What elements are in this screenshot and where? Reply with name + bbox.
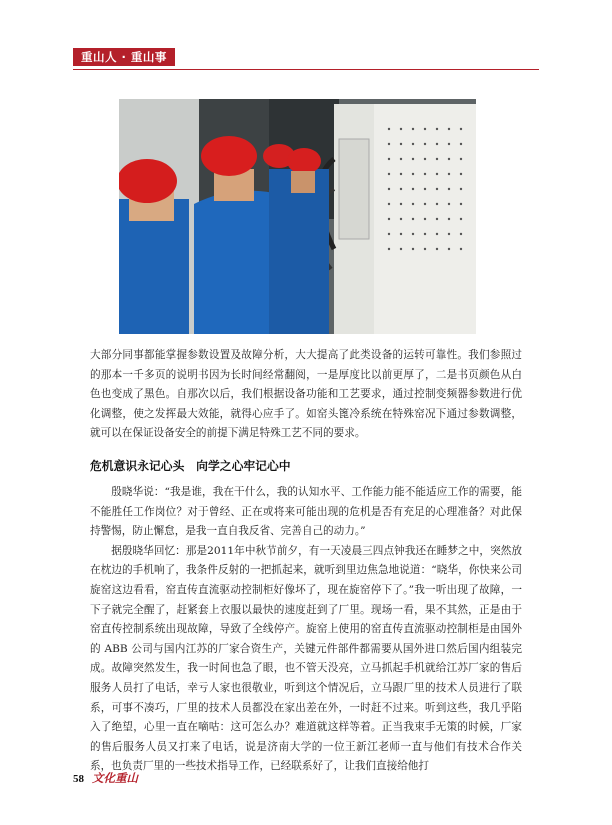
workers-photo (119, 99, 476, 334)
header-rule (73, 69, 539, 70)
article-body (90, 483, 522, 777)
section-tag: 重山人 · 重山事 (73, 48, 175, 66)
paragraph-1-text: 大部分同事都能掌握参数设置及故障分析，大大提高了此类设备的运转可靠性。我们参照过的那本一千多页的说明书因为长时间经常翻阅，一是厚度比以前更厚了，二是书页颜色从白色也变成了黑色。自那次以后，我们根据设备功能和工艺要求，通过控制变频器参数进行优化调整，使之发挥最大效能，就得心应手了。如窑头篦冷系统在特殊窑况下通过参数调整，就可以在保证设备安全的前提下满足特殊工艺不同的要求。 (90, 349, 522, 440)
magazine-brand-logo: 文化重山 (92, 771, 138, 785)
paragraph-3: 据殷晓华回忆：那是2011年中秋节前夕，有一天凌晨三四点钟我还在睡梦之中，突然放在枕边的手机响了，我条件反射的一把抓起来，就听到里边焦急地说道：“晓华，你快来公司旋窑这边看看，窑直传直流驱动控制柜好像坏了，现在旋窑停下了。”我一听出现了故障，一下子就完全醒了，赶紧套上衣服以最快的速度赶到了厂里。现场一看，果不其然，正是由于窑直传控制系统出现故障，导致了全线停产。旋窑上使用的窑直传直流驱动控制柜是由国外的 ABB 公司与国内江苏的厂家合资生产，关键元件部件都需要从国外进口然后国内组装完成。故障突然发生，我一时间也急了眼，也不管天没亮，立马抓起手机就给江苏厂家的售后服务人员打了电话，幸亏人家也很敬业，听到这个情况后，立马跟厂里的技术人员进行了联系，可事不凑巧，厂里的技术人员都没在家出差在外，一时赶不过来。听到这些，我几乎陷入了绝望，心里一直在嘀咕：这可怎么办？难道就这样等着。正当我束手无策的时候，厂家的售后服务人员又打来了电话，说是济南大学的一位王新江老师一直与他们有技术合作关系，也负责厂里的一些技术指导工作，已经联系好了，让我们直接给他打 (90, 544, 522, 773)
section-heading: 危机意识永记心头 向学之心牢记心中 (90, 459, 291, 473)
page-number: 58 (73, 773, 84, 785)
paragraph-2: 殷晓华说：“我是谁，我在干什么，我的认知水平、工作能力能不能适应工作的需要，能不能胜任工作岗位？对于曾经、正在或将来可能出现的危机是否有充足的心理准备？对此保持警惕，防止懈怠，是我一直自我反省、完善自己的动力。” (90, 486, 522, 538)
paragraph-1 (90, 346, 522, 444)
